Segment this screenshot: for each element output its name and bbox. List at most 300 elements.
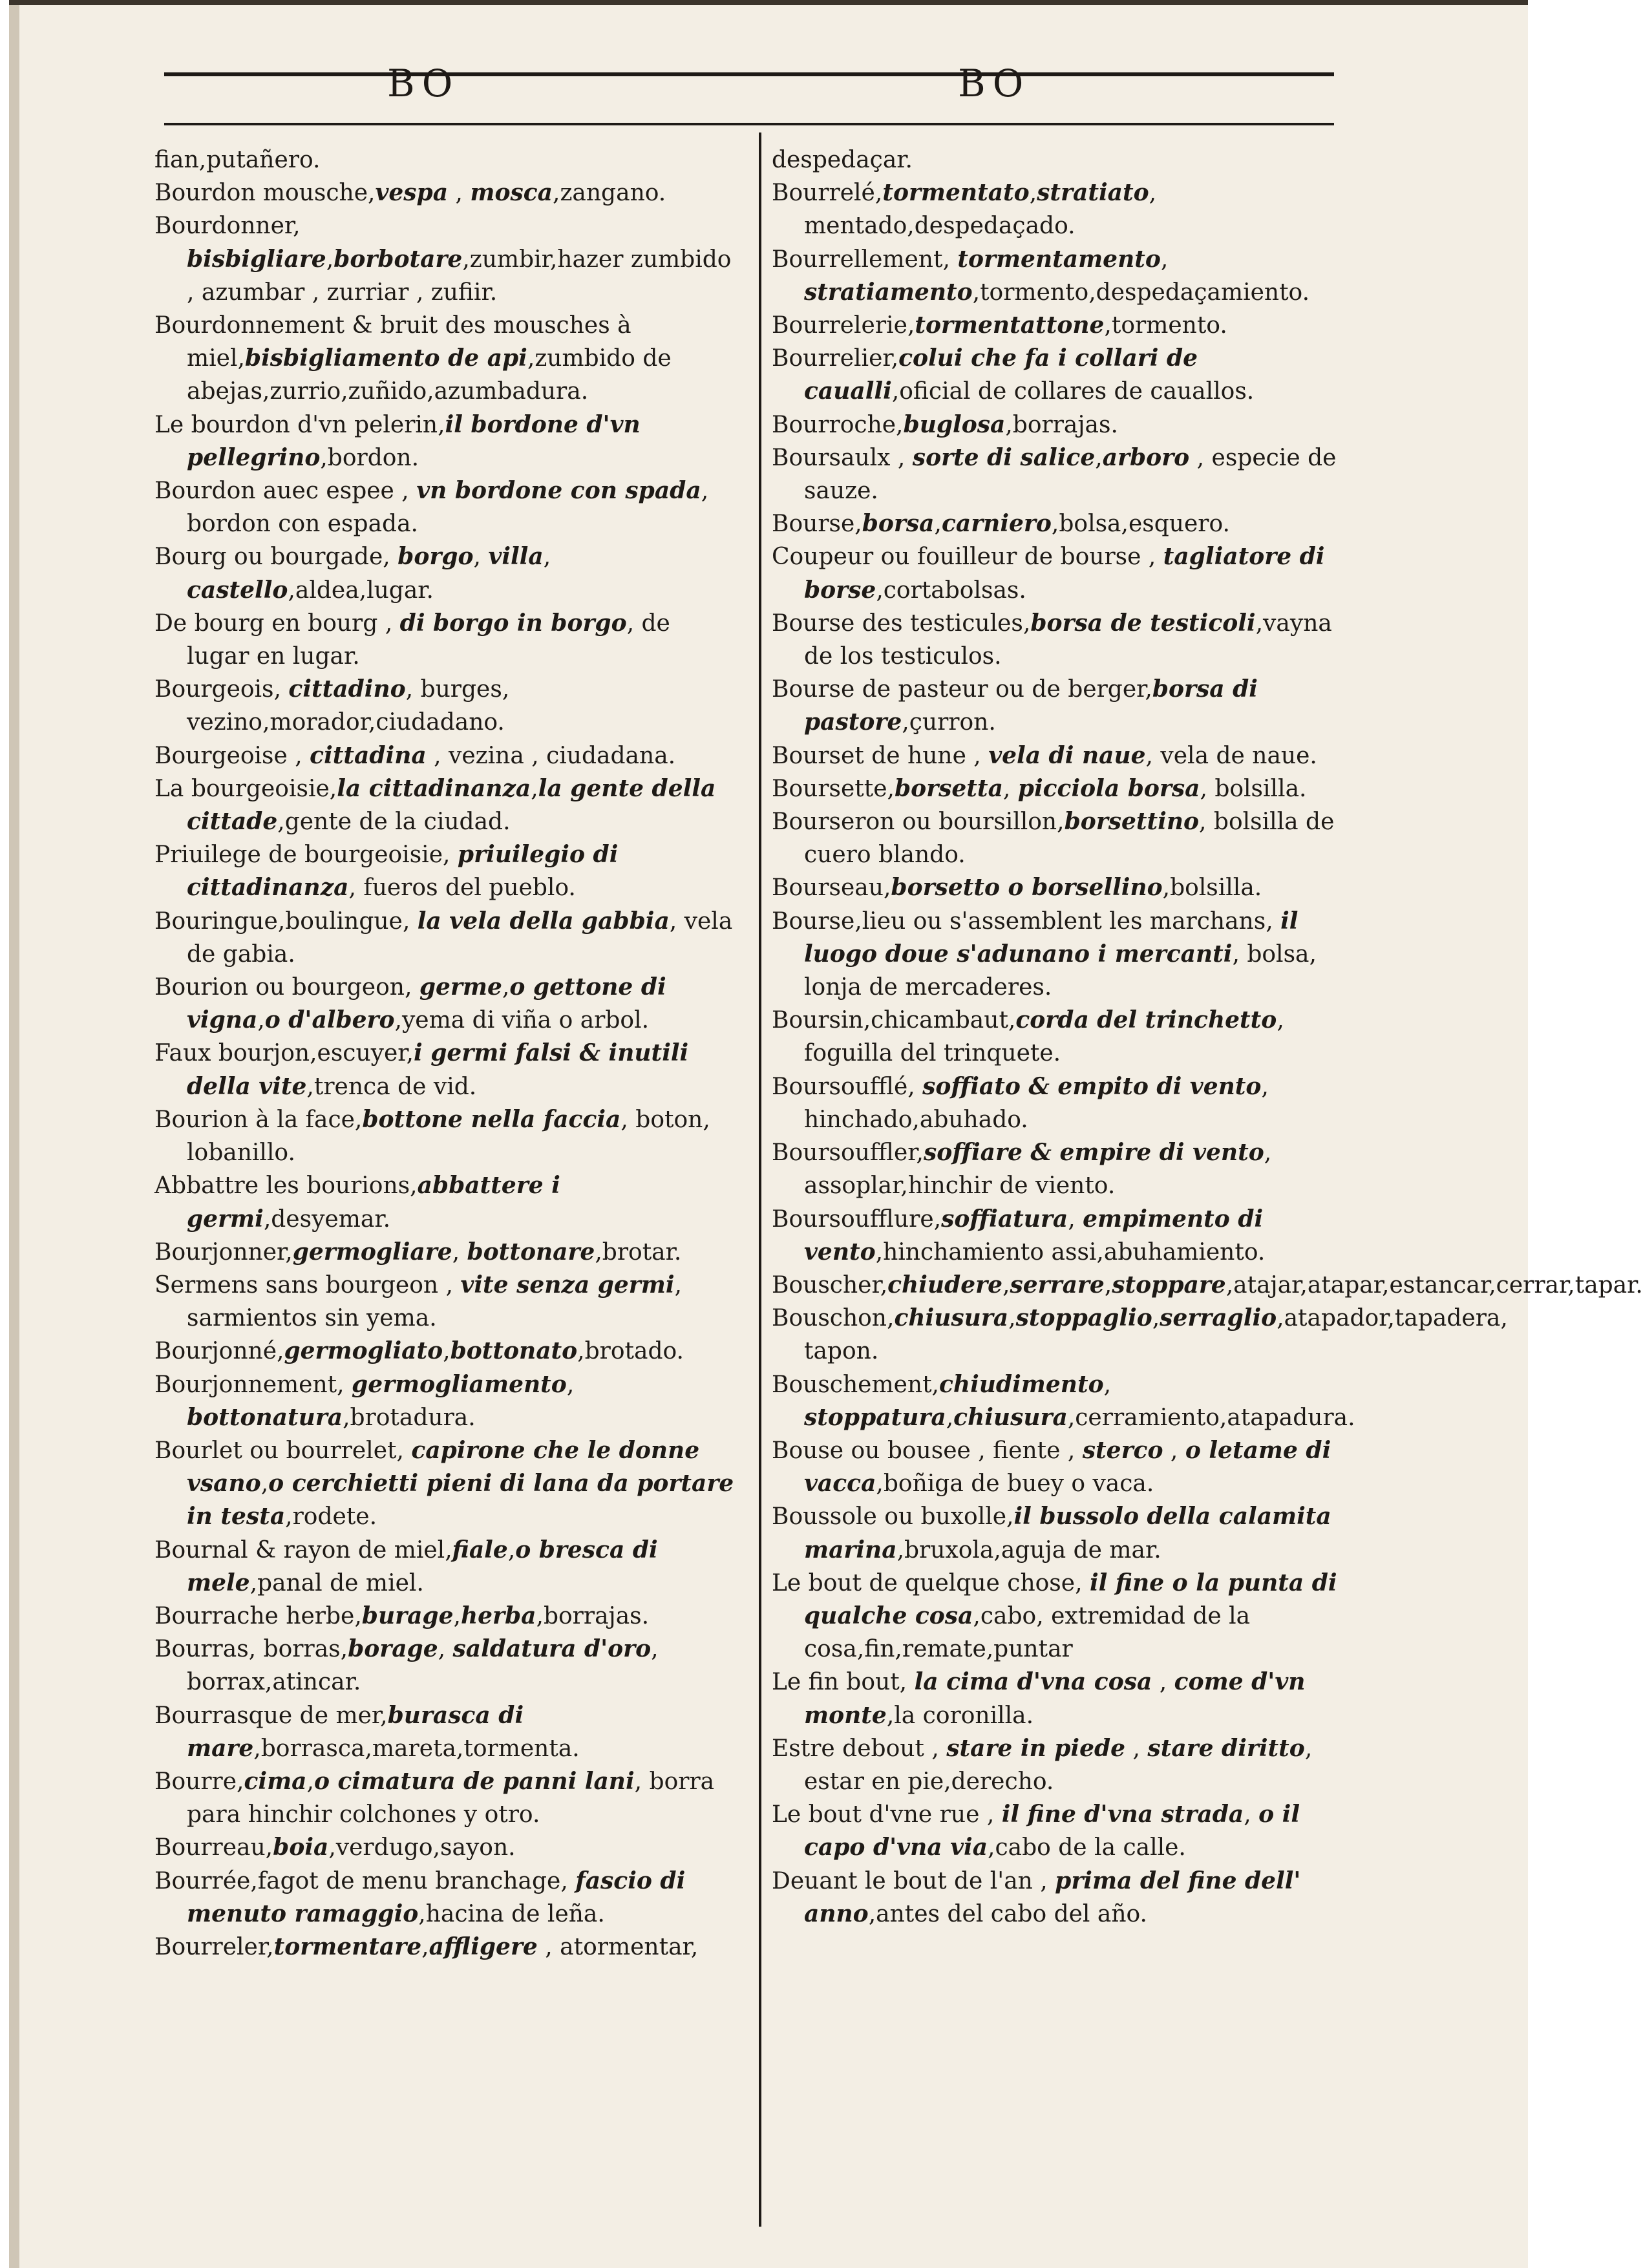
dictionary-entry bbox=[772, 1434, 1341, 1500]
entry-text: , bordon con espada. bbox=[187, 478, 709, 538]
dictionary-entry bbox=[154, 1831, 736, 1864]
entry-text: , bbox=[326, 246, 334, 273]
entry-italian-text: sorte di salice bbox=[912, 443, 1096, 471]
dictionary-entry bbox=[772, 441, 1341, 507]
entry-italian-text: borsa de testicoli bbox=[1030, 609, 1256, 637]
entry-text: Boursaulx , bbox=[772, 444, 913, 471]
entry-italian-text: o gettone di vigna bbox=[187, 973, 666, 1034]
entry-text: ,cerramiento,atapadura. bbox=[1067, 1404, 1355, 1431]
entry-italian-text: borsetta bbox=[894, 774, 1003, 802]
entry-text: Bouse ou bousee , fiente , bbox=[772, 1437, 1083, 1464]
entry-text: Le bout d'vne rue , bbox=[772, 1801, 1002, 1828]
running-head-left: BO bbox=[387, 61, 460, 105]
dictionary-entry bbox=[772, 607, 1341, 673]
dictionary-entry bbox=[154, 838, 736, 904]
entry-text: Bourrée,fagot de menu branchage, bbox=[154, 1867, 576, 1894]
entry-text: , burges, vezino,morador,ciudadano. bbox=[187, 676, 510, 736]
entry-italian-text: prima del fine dell' anno bbox=[804, 1867, 1301, 1927]
dictionary-entry bbox=[772, 1302, 1508, 1368]
entry-text: , estar en pie,derecho. bbox=[804, 1735, 1313, 1795]
entry-text: Bourion à la face, bbox=[154, 1106, 363, 1133]
entry-italian-text: stare diritto bbox=[1147, 1734, 1305, 1762]
dictionary-entry bbox=[772, 408, 1341, 441]
entry-text: , vezina , ciudadana. bbox=[426, 742, 676, 769]
entry-italian-text: stratiato bbox=[1037, 179, 1149, 207]
entry-italian-text: vela di naue bbox=[988, 741, 1146, 769]
entry-text: , bbox=[543, 544, 551, 571]
entry-italian-text: borsa bbox=[862, 510, 935, 538]
entry-text: , bolsilla de cuero blando. bbox=[804, 809, 1335, 869]
dictionary-entry bbox=[154, 1037, 736, 1103]
entry-text: Bourlet ou bourrelet, bbox=[154, 1437, 412, 1464]
entry-text: Bourreau, bbox=[154, 1834, 273, 1861]
dictionary-entry bbox=[154, 143, 736, 176]
entry-italian-text: o cerchietti pieni di lana da portare in testa bbox=[187, 1470, 734, 1531]
entry-text: Bourg ou bourgade, bbox=[154, 544, 398, 571]
entry-text: , bbox=[1152, 1305, 1160, 1332]
entry-italian-text: cittadino bbox=[288, 675, 406, 703]
dictionary-entry bbox=[154, 905, 736, 971]
entry-text: Le bourdon d'vn pelerin, bbox=[154, 411, 445, 438]
entry-text: Le bout de quelque chose, bbox=[772, 1569, 1090, 1596]
entry-text: Bourrelé, bbox=[772, 180, 883, 207]
entry-text: , bbox=[1104, 1271, 1112, 1298]
entry-text: , de lugar en lugar. bbox=[187, 609, 670, 670]
entry-italian-text: stare in piede bbox=[946, 1734, 1126, 1762]
entry-text: , foguilla del trinquete. bbox=[804, 1007, 1284, 1067]
entry-text: , atormentar, bbox=[537, 1933, 699, 1960]
dictionary-entry bbox=[154, 1269, 736, 1335]
entry-text: Bourjonné, bbox=[154, 1338, 284, 1365]
entry-text: ,bolsa,esquero. bbox=[1051, 511, 1230, 538]
entry-italian-text: saldatura d'oro bbox=[452, 1635, 652, 1663]
dictionary-entry bbox=[772, 1269, 1643, 1302]
entry-text: ,cortabolsas. bbox=[876, 577, 1026, 604]
entry-text: , bbox=[421, 1933, 429, 1960]
entry-italian-text: bottonato bbox=[450, 1337, 578, 1365]
dictionary-entry bbox=[154, 1600, 736, 1633]
entry-text: Bourse, bbox=[772, 511, 862, 538]
entry-text: , hinchado,abuhado. bbox=[804, 1073, 1269, 1133]
entry-text: Bourre, bbox=[154, 1768, 244, 1795]
entry-italian-text: tormentamento bbox=[957, 245, 1161, 273]
entry-text: , bbox=[1103, 1371, 1112, 1398]
entry-text: ,yema di viña o arbol. bbox=[394, 1007, 650, 1034]
entry-text: ,atajar,atapar,estancar,cerrar,tapar. bbox=[1225, 1271, 1643, 1298]
dictionary-entry bbox=[154, 1434, 736, 1534]
entry-italian-text: stoppatura bbox=[804, 1403, 946, 1431]
dictionary-entry bbox=[772, 1203, 1341, 1269]
dictionary-page bbox=[9, 0, 1643, 2268]
entry-italian-text: il fine d'vna strada bbox=[1001, 1801, 1244, 1828]
entry-italian-text: germogliamento bbox=[352, 1370, 567, 1398]
entry-italian-text: villa bbox=[488, 543, 544, 571]
dictionary-entry bbox=[154, 772, 736, 838]
entry-italian-text: cittadina bbox=[310, 741, 427, 769]
entry-text: ,bolsilla. bbox=[1162, 874, 1262, 902]
dictionary-entry bbox=[772, 739, 1341, 772]
entry-italian-text: chiusura bbox=[894, 1304, 1009, 1332]
entry-text: , bbox=[1029, 180, 1037, 207]
entry-text: ,zangano. bbox=[553, 180, 666, 207]
entry-text: Sermens sans bourgeon , bbox=[154, 1271, 461, 1298]
entry-text: ,trenca de vid. bbox=[306, 1073, 477, 1100]
entry-italian-text: chiudere bbox=[887, 1271, 1003, 1298]
page-top-edge bbox=[9, 0, 1528, 5]
dictionary-entry bbox=[154, 1368, 736, 1434]
entry-text: ,antes del cabo del año. bbox=[868, 1900, 1148, 1927]
entry-text: Bourjonner, bbox=[154, 1238, 293, 1266]
entry-italian-text: boia bbox=[273, 1834, 329, 1861]
entry-text: , bbox=[531, 775, 538, 802]
entry-text: Bourrellement, bbox=[772, 246, 958, 273]
entry-text: ,gente de la ciudad. bbox=[277, 809, 511, 836]
dictionary-entry bbox=[772, 805, 1341, 871]
entry-text: , especie de sauze. bbox=[804, 444, 1337, 505]
dictionary-entry bbox=[154, 1633, 736, 1699]
entry-text: Bourrache herbe, bbox=[154, 1602, 362, 1629]
dictionary-entry bbox=[154, 540, 736, 606]
entry-text: ,zumbido de abejas,zurrio,zuñido,azumbadura. bbox=[187, 345, 672, 405]
entry-italian-text: la gente della cittade bbox=[187, 774, 716, 836]
entry-italian-text: priuilegio di cittadinanza bbox=[187, 841, 619, 902]
entry-italian-text: germe bbox=[419, 973, 502, 1001]
entry-italian-text: come d'vn monte bbox=[804, 1668, 1306, 1729]
dictionary-entry bbox=[154, 1534, 736, 1600]
entry-italian-text: castello bbox=[187, 576, 288, 604]
entry-text: ,hacina de leña. bbox=[418, 1900, 605, 1927]
entry-text: ,aldea,lugar. bbox=[288, 577, 434, 604]
dictionary-entry bbox=[772, 1500, 1341, 1566]
entry-italian-text: bisbigliamento de api bbox=[244, 344, 527, 372]
entry-text: , bbox=[1163, 1437, 1185, 1464]
entry-italian-text: borsettino bbox=[1064, 808, 1200, 836]
entry-text: , bbox=[566, 1371, 575, 1398]
entry-text: , bbox=[1244, 1801, 1259, 1828]
right-column bbox=[772, 143, 1643, 1931]
entry-text: ,tormento. bbox=[1104, 312, 1227, 339]
entry-italian-text: buglosa bbox=[903, 410, 1006, 438]
entry-text: ,boñiga de buey o vaca. bbox=[876, 1470, 1154, 1498]
dictionary-entry bbox=[154, 971, 736, 1037]
entry-italian-text: il bordone d'vn pellegrino bbox=[187, 410, 641, 471]
left-column bbox=[154, 143, 736, 1964]
column-divider bbox=[759, 132, 761, 2227]
entry-text: ,vayna de los testiculos. bbox=[804, 609, 1332, 670]
entry-text: Boursoufflé, bbox=[772, 1073, 923, 1100]
dictionary-entry bbox=[772, 176, 1341, 242]
entry-italian-text: arboro bbox=[1102, 443, 1190, 471]
entry-italian-text: affligere bbox=[429, 1933, 538, 1960]
entry-text: , bbox=[1002, 1271, 1010, 1298]
entry-text: ,bruxola,aguja de mar. bbox=[896, 1536, 1161, 1563]
entry-italian-text: la cima d'vna cosa bbox=[914, 1668, 1152, 1696]
entry-text: La bourgeoisie, bbox=[154, 775, 337, 802]
entry-text: , bbox=[1095, 444, 1103, 471]
dictionary-entry bbox=[772, 143, 1341, 176]
entry-text: Bouringue,boulingue, bbox=[154, 907, 418, 935]
entry-italian-text: chiusura bbox=[953, 1403, 1068, 1431]
dictionary-entry bbox=[772, 1732, 1341, 1798]
dictionary-entry bbox=[154, 1931, 736, 1964]
entry-italian-text: germogliare bbox=[292, 1238, 452, 1266]
entry-text: Bourdon mousche, bbox=[154, 180, 376, 207]
entry-italian-text: picciola borsa bbox=[1017, 774, 1200, 802]
entry-italian-text: fascio di menuto ramaggio bbox=[187, 1867, 686, 1927]
entry-italian-text: serrare bbox=[1010, 1271, 1105, 1298]
entry-text: Bourroche, bbox=[772, 411, 904, 438]
dictionary-entry bbox=[772, 1865, 1341, 1931]
dictionary-entry bbox=[154, 673, 736, 739]
entry-text: despedaçar. bbox=[772, 147, 913, 173]
entry-text: , bbox=[452, 1238, 467, 1266]
entry-italian-text: o letame di vacca bbox=[804, 1436, 1331, 1498]
entry-text: Bourseron ou boursillon, bbox=[772, 809, 1065, 836]
entry-text: , bbox=[934, 511, 942, 538]
entry-italian-text: borgo bbox=[398, 543, 474, 571]
entry-text: , sarmientos sin yema. bbox=[187, 1271, 682, 1332]
entry-text: Bourrasque de mer, bbox=[154, 1702, 388, 1729]
entry-italian-text: stratiamento bbox=[804, 278, 973, 306]
entry-italian-text: il luogo doue s'adunano i mercanti bbox=[804, 907, 1298, 968]
entry-text: ,rodete. bbox=[285, 1503, 377, 1531]
entry-italian-text: il bussolo della calamita marina bbox=[804, 1503, 1331, 1563]
entry-italian-text: soffiato & empito di vento bbox=[922, 1072, 1262, 1100]
entry-text: , bbox=[473, 544, 489, 571]
entry-text: , bbox=[438, 1636, 453, 1663]
entry-italian-text: bottonare bbox=[467, 1238, 595, 1266]
entry-italian-text: colui che fa i collari de caualli bbox=[804, 344, 1198, 405]
entry-text: , mentado,despedaçado. bbox=[804, 180, 1157, 240]
entry-italian-text: vn bordone con spada bbox=[416, 477, 701, 505]
dictionary-entry bbox=[772, 1567, 1341, 1666]
entry-text: Bourrelier, bbox=[772, 345, 899, 372]
entry-text: ,la coronilla. bbox=[886, 1702, 1034, 1729]
entry-text: Bourdonner, bbox=[154, 213, 301, 240]
entry-text: , bbox=[443, 1338, 450, 1365]
entry-text: ,bordon. bbox=[320, 444, 419, 471]
dictionary-entry bbox=[772, 1004, 1341, 1070]
entry-text: ,borrajas. bbox=[536, 1602, 650, 1629]
entry-italian-text: il fine o la punta di qualche cosa bbox=[804, 1569, 1337, 1629]
entry-text: ,panal de miel. bbox=[249, 1569, 424, 1596]
entry-italian-text: mosca bbox=[470, 179, 553, 207]
entry-text: Bourse des testicules, bbox=[772, 609, 1031, 637]
entry-text: , bolsa, lonja de mercaderes. bbox=[804, 940, 1317, 1001]
entry-italian-text: vite senza germi bbox=[460, 1271, 675, 1298]
entry-text: , bbox=[306, 1768, 314, 1795]
dictionary-entry bbox=[154, 176, 736, 209]
entry-text: Bourse de pasteur ou de berger, bbox=[772, 676, 1152, 703]
entry-text: fian,putañero. bbox=[154, 147, 321, 173]
entry-text: Bourreler, bbox=[154, 1933, 274, 1960]
entry-text: , bbox=[453, 1602, 461, 1629]
entry-text: , bbox=[448, 180, 471, 207]
entry-italian-text: i germi falsi & inutili della vite bbox=[187, 1039, 689, 1100]
entry-text: , boton, lobanillo. bbox=[187, 1106, 710, 1167]
entry-text: Bourgeois, bbox=[154, 676, 289, 703]
entry-text: Coupeur ou fouilleur de bourse , bbox=[772, 544, 1163, 571]
entry-text: Bouschon, bbox=[772, 1305, 895, 1332]
entry-text: ,tormento,despedaçamiento. bbox=[972, 279, 1310, 306]
dictionary-entry bbox=[154, 408, 736, 474]
entry-text: ,atapador,tapadera, tapon. bbox=[804, 1305, 1508, 1365]
entry-italian-text: soffiatura bbox=[941, 1205, 1068, 1233]
entry-text: , bolsilla. bbox=[1200, 775, 1307, 802]
entry-text: Bourse,lieu ou s'assemblent les marchans, bbox=[772, 907, 1281, 935]
entry-text: , bbox=[1008, 1305, 1016, 1332]
entry-italian-text: bisbigliare bbox=[187, 245, 326, 273]
entry-italian-text: abbattere i germi bbox=[187, 1172, 560, 1233]
entry-text: Bournal & rayon de miel, bbox=[154, 1536, 452, 1563]
entry-italian-text: capirone che le donne vsano bbox=[187, 1436, 700, 1498]
entry-text: , bbox=[1125, 1735, 1148, 1762]
entry-italian-text: herba bbox=[460, 1602, 536, 1629]
entry-italian-text: o d'albero bbox=[264, 1006, 395, 1034]
page-shadow-edge bbox=[9, 0, 19, 2268]
entry-text: De bourg en bourg , bbox=[154, 609, 400, 637]
dictionary-entry bbox=[772, 772, 1341, 805]
dictionary-entry bbox=[772, 905, 1341, 1004]
entry-text: ,hinchamiento assi,abuhamiento. bbox=[875, 1238, 1266, 1266]
entry-text: Bourdon auec espee , bbox=[154, 478, 417, 505]
entry-text: Abbattre les bourions, bbox=[154, 1172, 418, 1200]
header-rule-top bbox=[164, 72, 1334, 76]
entry-text: Bourrelerie, bbox=[772, 312, 915, 339]
dictionary-entry bbox=[772, 1136, 1341, 1202]
entry-text: , vela de naue. bbox=[1145, 742, 1317, 769]
dictionary-entry bbox=[154, 1865, 736, 1931]
entry-italian-text: stoppare bbox=[1112, 1271, 1226, 1298]
entry-text: , bbox=[946, 1404, 954, 1431]
entry-text: , bbox=[257, 1007, 265, 1034]
entry-italian-text: borsetto o borsellino bbox=[891, 874, 1163, 902]
dictionary-entry bbox=[772, 1070, 1341, 1136]
entry-italian-text: sterco bbox=[1082, 1436, 1163, 1464]
entry-text: , borra para hinchir colchones y otro. bbox=[187, 1768, 715, 1828]
entry-italian-text: tormentattone bbox=[915, 312, 1105, 339]
entry-italian-text: stoppaglio bbox=[1015, 1304, 1152, 1332]
entry-text: ,desyemar. bbox=[263, 1205, 391, 1233]
entry-italian-text: bottonatura bbox=[187, 1403, 343, 1431]
entry-text: Bourseau, bbox=[772, 874, 891, 902]
entry-text: ,zumbir,hazer zumbido , azumbar , zurriar , zufiir. bbox=[187, 246, 732, 306]
entry-text: ,borrajas. bbox=[1005, 411, 1118, 438]
entry-italian-text: bottone nella faccia bbox=[362, 1105, 621, 1133]
dictionary-entry bbox=[772, 342, 1341, 408]
dictionary-entry bbox=[772, 871, 1341, 904]
entry-text: , vela de gabia. bbox=[187, 907, 733, 968]
entry-italian-text: tormentare bbox=[273, 1933, 422, 1960]
entry-italian-text: tagliatore di borse bbox=[804, 543, 1325, 604]
entry-italian-text: di borgo in borgo bbox=[399, 609, 627, 637]
entry-text: Bourras, borras, bbox=[154, 1636, 348, 1663]
entry-italian-text: tormentato bbox=[882, 179, 1030, 207]
entry-text: , bbox=[1002, 775, 1018, 802]
entry-text: Priuilege de bourgeoisie, bbox=[154, 842, 458, 869]
dictionary-entry bbox=[154, 1335, 736, 1368]
dictionary-entry bbox=[154, 1103, 736, 1169]
entry-text: Faux bourjon,escuyer, bbox=[154, 1040, 414, 1067]
entry-text: , assoplar,hinchir de viento. bbox=[804, 1139, 1272, 1200]
entry-italian-text: borage bbox=[348, 1635, 438, 1663]
entry-text: ,brotadura. bbox=[343, 1404, 476, 1431]
entry-text: , bbox=[1160, 246, 1169, 273]
entry-italian-text: burasca di mare bbox=[187, 1701, 524, 1762]
entry-text: , bbox=[507, 1536, 516, 1563]
dictionary-entry bbox=[154, 1765, 736, 1831]
entry-italian-text: o il capo d'vna via bbox=[804, 1801, 1300, 1861]
entry-text: , bbox=[502, 974, 510, 1001]
entry-text: , bbox=[1068, 1205, 1083, 1233]
dictionary-entry bbox=[154, 1169, 736, 1235]
entry-text: ,cabo de la calle. bbox=[988, 1834, 1186, 1861]
dictionary-entry bbox=[154, 474, 736, 540]
entry-italian-text: chiudimento bbox=[938, 1370, 1104, 1398]
entry-text: Le fin bout, bbox=[772, 1669, 915, 1696]
entry-text: ,çurron. bbox=[902, 709, 996, 736]
entry-text: Bourset de hune , bbox=[772, 742, 989, 769]
entry-text: , fueros del pueblo. bbox=[348, 874, 576, 902]
entry-text: , bbox=[260, 1470, 269, 1498]
entry-text: Bouschement, bbox=[772, 1371, 939, 1398]
entry-italian-text: la cittadinanza bbox=[337, 774, 531, 802]
entry-text: , bbox=[1152, 1669, 1174, 1696]
entry-italian-text: o cimatura de panni lani bbox=[313, 1767, 635, 1795]
dictionary-entry bbox=[772, 540, 1341, 606]
entry-text: Bourdonnement & bruit des mousches à miel, bbox=[154, 312, 631, 372]
entry-text: Bourgeoise , bbox=[154, 742, 310, 769]
dictionary-entry bbox=[772, 1368, 1355, 1434]
dictionary-entry bbox=[154, 739, 736, 772]
dictionary-entry bbox=[154, 1699, 736, 1765]
entry-italian-text: soffiare & empire di vento bbox=[923, 1139, 1264, 1167]
entry-italian-text: carniero bbox=[941, 510, 1052, 538]
entry-text: ,brotar. bbox=[595, 1238, 682, 1266]
entry-text: Boursoufflure, bbox=[772, 1205, 942, 1233]
dictionary-entry bbox=[154, 209, 736, 309]
entry-italian-text: vespa bbox=[375, 179, 449, 207]
header-rule-bottom bbox=[164, 123, 1334, 125]
entry-italian-text: germogliato bbox=[284, 1337, 443, 1365]
entry-text: ,verdugo,sayon. bbox=[328, 1834, 516, 1861]
dictionary-entry bbox=[772, 507, 1341, 540]
dictionary-entry bbox=[772, 673, 1341, 739]
entry-text: ,cabo, extremidad de la cosa,fin,remate,puntar bbox=[804, 1602, 1251, 1663]
entry-text: Boursette, bbox=[772, 775, 895, 802]
dictionary-entry bbox=[772, 1798, 1341, 1864]
dictionary-entry bbox=[154, 1236, 736, 1269]
entry-text: , borrax,atincar. bbox=[187, 1636, 659, 1696]
entry-italian-text: corda del trinchetto bbox=[1015, 1006, 1277, 1034]
entry-text: ,brotado. bbox=[577, 1338, 684, 1365]
entry-italian-text: o bresca di mele bbox=[187, 1536, 658, 1596]
dictionary-entry bbox=[154, 309, 736, 408]
entry-text: Estre debout , bbox=[772, 1735, 947, 1762]
entry-italian-text: empimento di vento bbox=[804, 1205, 1264, 1266]
entry-italian-text: la vela della gabbia bbox=[417, 907, 670, 935]
entry-italian-text: cima bbox=[244, 1767, 307, 1795]
entry-text: Bourjonnement, bbox=[154, 1371, 352, 1398]
dictionary-entry bbox=[772, 1666, 1341, 1732]
entry-italian-text: borsa di pastore bbox=[804, 675, 1258, 736]
entry-text: Bouscher, bbox=[772, 1271, 888, 1298]
running-head-right: BO bbox=[958, 61, 1030, 105]
entry-text: ,oficial de collares de cauallos. bbox=[891, 378, 1255, 405]
dictionary-entry bbox=[772, 309, 1341, 342]
entry-italian-text: serraglio bbox=[1160, 1304, 1277, 1332]
entry-text: ,borrasca,mareta,tormenta. bbox=[253, 1735, 580, 1762]
